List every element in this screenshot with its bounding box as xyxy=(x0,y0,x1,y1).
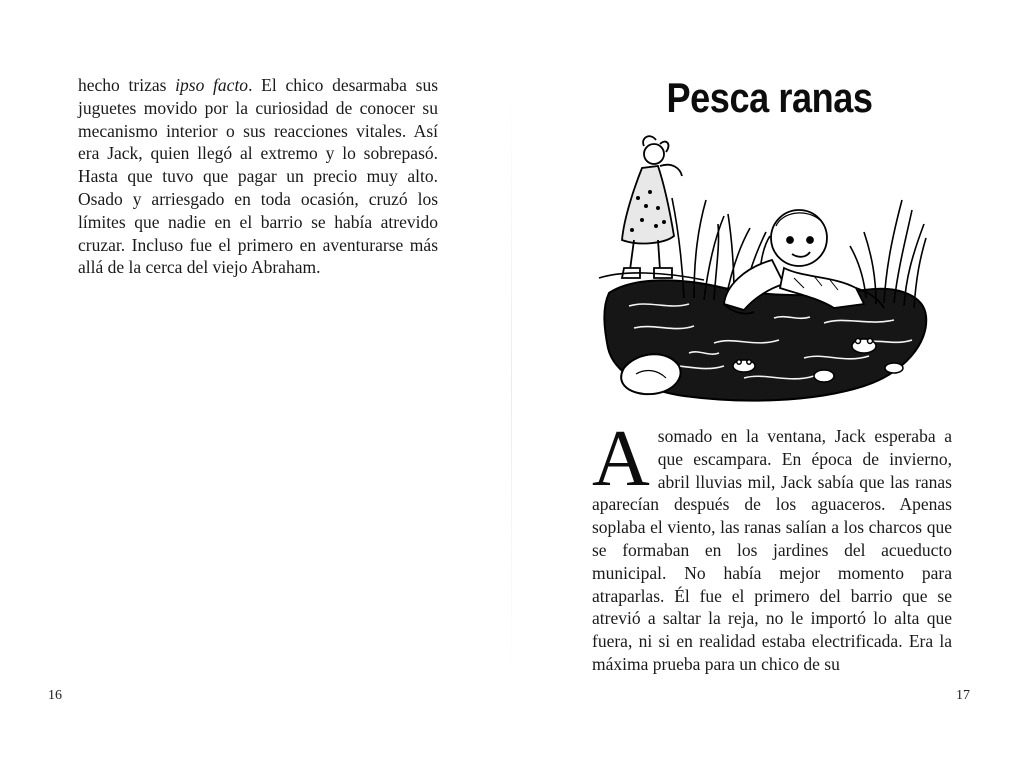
right-page-body-text xyxy=(592,415,952,676)
left-paragraph: hecho trizas ipso facto. El chico desarmaba sus juguetes movido por la curiosidad de conocer su mecanismo interior o sus reacciones vitales. Así era Jack, quien llegó al extremo y lo sobrepasó. Hasta que tuvo que pagar un precio muy alto. Osado y arriesgado en toda ocasión, cruzó los límites que nadie en el barrio se había atrevido cruzar. Incluso fue el primero en aventurarse más allá de la cerca del viejo Abraham. xyxy=(78,75,439,278)
boy-in-pond-illustration xyxy=(594,128,939,408)
page-number-left: 16 xyxy=(48,688,62,703)
illustration-drawing xyxy=(594,128,939,408)
page-number-right: 17 xyxy=(956,688,970,703)
left-page-body-text xyxy=(78,74,438,279)
right-paragraph: Asomado en la ventana, Jack esperaba a que escampara. En época de invierno, abril lluvias mil, Jack sabía que las ranas aparecían después de los aguaceros. Apenas soplaba el viento, las ranas salían a los charcos que se formaban en los jardines del acueducto municipal. No había mejor momento para atraparlas. Él fue el primero del barrio que se atrevió a saltar la reja, no le importó lo alta que fuera, ni si en realidad estaba electrificada. Era la máxima prueba para un chico de su xyxy=(592,415,952,674)
chapter-title: Pesca ranas xyxy=(666,74,873,121)
drop-cap: A xyxy=(592,415,650,503)
italic-phrase: ipso facto xyxy=(175,75,249,95)
right-page xyxy=(512,0,1024,768)
